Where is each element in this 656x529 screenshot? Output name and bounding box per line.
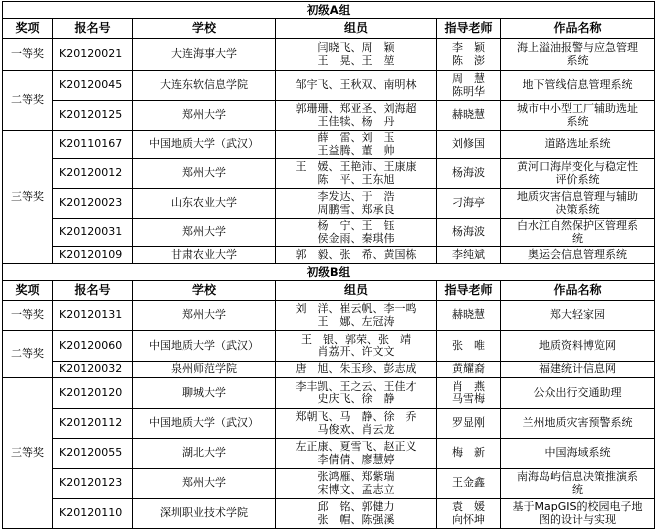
member-line: 陈 平、王东旭	[317, 172, 395, 186]
advisor-line: 陈 澎	[452, 53, 485, 67]
member-line: 王佳犊、杨 丹	[317, 114, 395, 128]
member-line: 张 帽、陈强溪	[317, 512, 395, 526]
award-level: 三等奖	[3, 131, 53, 264]
advisor-line: 赫晓慧	[452, 308, 485, 322]
table-row	[3, 362, 655, 378]
member-line: 左正康、夏雪飞、赵正义	[295, 440, 417, 453]
advisor-line: 杨海波	[452, 225, 485, 239]
advisor-line: 周 慧	[452, 72, 485, 85]
work-title	[501, 39, 655, 71]
work-title	[501, 499, 655, 529]
entry-number: K20120032	[53, 362, 133, 378]
advisor-line: 刁海亭	[452, 196, 485, 210]
work-title-line: 地下管线信息管理系统	[522, 78, 633, 92]
advisor-line: 马雪梅	[452, 392, 485, 405]
work-header: 作品名称	[501, 19, 655, 39]
advisor	[437, 439, 501, 469]
column-header-row	[3, 281, 655, 301]
member-line: 李发达、于 浩	[317, 190, 395, 203]
member-line: 王 晃、王 堃	[317, 53, 395, 67]
entry-number: K20120012	[53, 159, 133, 189]
work-title-line: 公众出行交通助理	[533, 385, 622, 399]
advisor	[437, 189, 501, 219]
advisor-header: 指导老师	[437, 19, 501, 39]
table-row	[3, 439, 655, 469]
work-title	[501, 378, 655, 409]
award-level: 二等奖	[3, 331, 53, 378]
column-header-row	[3, 19, 655, 39]
work-title-line: 系统	[566, 53, 589, 67]
award-level: 三等奖	[3, 378, 53, 529]
work-title	[501, 71, 655, 101]
work-title-line: 兰州地质灾害预警系统	[522, 416, 633, 430]
number-header: 报名号	[53, 19, 133, 39]
advisor-line: 刘修国	[452, 137, 485, 151]
table-row	[3, 301, 655, 331]
member-line: 唐 旭、朱玉珍、彭志成	[295, 362, 417, 376]
team-members	[276, 159, 437, 189]
team-members	[276, 362, 437, 378]
team-members	[276, 301, 437, 331]
team-members	[276, 219, 437, 247]
table-row	[3, 469, 655, 499]
group-title-row	[3, 2, 655, 19]
entry-number: K20120123	[53, 469, 133, 499]
member-line: 杨 宁、王 钰	[317, 219, 395, 232]
work-title-line: 评价系统	[555, 172, 600, 186]
member-line: 王 银、郭荣、张 靖	[301, 332, 411, 346]
advisor-line: 李纯斌	[452, 247, 485, 261]
advisor	[437, 159, 501, 189]
work-title-line: 中国海域系统	[544, 446, 611, 460]
school-name: 大连东软信息学院	[133, 71, 276, 101]
work-title	[501, 101, 655, 131]
work-title	[501, 331, 655, 362]
member-line: 邹宇飞、王秋双、南明林	[295, 78, 417, 92]
table-row	[3, 499, 655, 529]
work-title	[501, 131, 655, 159]
advisor-line: 肖 燕	[452, 379, 485, 393]
advisor	[437, 362, 501, 378]
award-header: 奖项	[3, 19, 53, 39]
work-title-line: 系统	[566, 114, 589, 128]
awards-table	[2, 1, 655, 529]
member-line: 王益腾、董 帅	[317, 143, 395, 157]
advisor	[437, 101, 501, 131]
work-title	[501, 409, 655, 439]
advisor-line: 赫晓慧	[452, 108, 485, 122]
group-title: 初级B组	[3, 264, 655, 281]
table-row	[3, 247, 655, 264]
table-row	[3, 101, 655, 131]
award-results-sheet	[2, 1, 654, 529]
member-line: 史庆飞、徐 静	[317, 392, 395, 405]
group-title-row	[3, 264, 655, 281]
work-title-line: 福建统计信息网	[539, 362, 617, 376]
table-row	[3, 219, 655, 247]
member-line: 周鹏雪、郑承良	[317, 202, 395, 216]
work-title-line: 郑大轻家园	[550, 308, 606, 322]
team-members	[276, 101, 437, 131]
entry-number: K20120060	[53, 331, 133, 362]
school-header: 学校	[133, 281, 276, 301]
team-members	[276, 39, 437, 71]
member-line: 郭 毅、张 希、黄国栋	[295, 247, 417, 261]
entry-number: K20120045	[53, 71, 133, 101]
advisor	[437, 331, 501, 362]
work-title	[501, 362, 655, 378]
school-header: 学校	[133, 19, 276, 39]
entry-number: K20120131	[53, 301, 133, 331]
member-line: 邱 铭、郭健力	[317, 500, 395, 513]
work-title	[501, 219, 655, 247]
member-line: 李倩倩、廖慧婷	[317, 452, 395, 466]
school-name: 郑州大学	[133, 301, 276, 331]
school-name: 湖北大学	[133, 439, 276, 469]
school-name: 郑州大学	[133, 159, 276, 189]
table-row	[3, 159, 655, 189]
work-title-line: 图的设计与实现	[539, 512, 617, 526]
school-name: 中国地质大学（武汉）	[133, 131, 276, 159]
award-header: 奖项	[3, 281, 53, 301]
team-members	[276, 131, 437, 159]
entry-number: K20120110	[53, 499, 133, 529]
work-title	[501, 247, 655, 264]
member-line: 王 媛、王艳沛、王康康	[295, 160, 417, 173]
entry-number: K20120023	[53, 189, 133, 219]
team-members	[276, 378, 437, 409]
advisor-line: 张 唯	[452, 338, 485, 352]
work-title-line: 奥运会信息管理系统	[528, 247, 628, 261]
school-name: 郑州大学	[133, 219, 276, 247]
work-title	[501, 189, 655, 219]
advisor	[437, 409, 501, 439]
advisor-line: 王金鑫	[452, 476, 485, 490]
team-members	[276, 71, 437, 101]
member-line: 王 娜、左冠涛	[317, 314, 395, 328]
entry-number: K20120125	[53, 101, 133, 131]
members-header: 组员	[276, 19, 437, 39]
work-title-line: 决策系统	[555, 202, 600, 216]
team-members	[276, 247, 437, 264]
advisor	[437, 219, 501, 247]
award-level: 一等奖	[3, 39, 53, 71]
entry-number: K20120031	[53, 219, 133, 247]
team-members	[276, 439, 437, 469]
advisor-line: 黄耀裔	[452, 362, 485, 376]
advisor	[437, 301, 501, 331]
school-name: 郑州大学	[133, 101, 276, 131]
table-row	[3, 378, 655, 409]
work-header: 作品名称	[501, 281, 655, 301]
work-title	[501, 159, 655, 189]
advisor	[437, 499, 501, 529]
advisor-line: 向怀坤	[452, 512, 485, 526]
school-name: 深圳职业技术学院	[133, 499, 276, 529]
advisor-line: 梅 新	[452, 446, 485, 460]
member-line: 马俊欢、肖云龙	[317, 422, 395, 436]
work-title-line: 南海岛屿信息决策推演系	[517, 470, 639, 483]
advisor	[437, 247, 501, 264]
work-title-line: 地质灾害信息管理与辅助	[517, 190, 639, 203]
member-line: 郑朝飞、马 静、徐 乔	[295, 410, 417, 423]
member-line: 刘 洋、崔云帆、李一鸣	[295, 302, 417, 315]
work-title	[501, 469, 655, 499]
advisor-header: 指导老师	[437, 281, 501, 301]
advisor	[437, 131, 501, 159]
entry-number: K20120021	[53, 39, 133, 71]
advisor-line: 袁 媛	[452, 500, 485, 513]
advisor-line: 李 颖	[452, 41, 485, 54]
school-name: 郑州大学	[133, 469, 276, 499]
group-title: 初级A组	[3, 2, 655, 19]
advisor	[437, 469, 501, 499]
school-name: 聊城大学	[133, 378, 276, 409]
school-name: 中国地质大学（武汉）	[133, 331, 276, 362]
member-line: 薛 雷、刘 玉	[317, 131, 395, 144]
member-line: 郭珊珊、郑亚圣、刘海超	[295, 102, 417, 115]
advisor-line: 陈明华	[452, 84, 485, 98]
table-row	[3, 189, 655, 219]
table-row	[3, 71, 655, 101]
work-title-line: 黄河口海岸变化与稳定性	[517, 160, 639, 173]
advisor-line: 罗显刚	[452, 416, 485, 430]
advisor	[437, 71, 501, 101]
team-members	[276, 189, 437, 219]
work-title-line: 基于MapGIS的校园电子地	[512, 500, 643, 513]
work-title-line: 道路选址系统	[544, 137, 611, 151]
entry-number: K20120112	[53, 409, 133, 439]
table-row	[3, 131, 655, 159]
team-members	[276, 409, 437, 439]
work-title	[501, 439, 655, 469]
entry-number: K20120055	[53, 439, 133, 469]
school-name: 泉州师范学院	[133, 362, 276, 378]
advisor	[437, 39, 501, 71]
work-title-line: 城市中小型工厂辅助选址	[517, 102, 639, 115]
member-line: 闫晓飞、周 颖	[317, 41, 395, 54]
advisor	[437, 378, 501, 409]
school-name: 甘肃农业大学	[133, 247, 276, 264]
table-row	[3, 331, 655, 362]
work-title-line: 统	[572, 482, 584, 496]
team-members	[276, 499, 437, 529]
school-name: 中国地质大学（武汉）	[133, 409, 276, 439]
entry-number: K20120120	[53, 378, 133, 409]
table-row	[3, 39, 655, 71]
award-level: 二等奖	[3, 71, 53, 131]
work-title-line: 地质资料博览网	[539, 338, 617, 352]
member-line: 李丰凯、王之云、王佳才	[295, 379, 417, 393]
work-title-line: 统	[572, 231, 584, 245]
member-line: 宋博文、孟志立	[317, 482, 395, 496]
work-title-line: 海上溢油报警与应急管理	[517, 41, 639, 54]
team-members	[276, 469, 437, 499]
work-title	[501, 301, 655, 331]
award-level: 一等奖	[3, 301, 53, 331]
number-header: 报名号	[53, 281, 133, 301]
team-members	[276, 331, 437, 362]
member-line: 张鸿雁、郑紫瑞	[317, 470, 395, 483]
table-row	[3, 409, 655, 439]
entry-number: K20120109	[53, 247, 133, 264]
entry-number: K20110167	[53, 131, 133, 159]
members-header: 组员	[276, 281, 437, 301]
member-line: 肖荔开、许文文	[317, 345, 395, 358]
school-name: 山东农业大学	[133, 189, 276, 219]
advisor-line: 杨海波	[452, 166, 485, 180]
work-title-line: 白水江自然保护区管理系	[517, 219, 639, 232]
school-name: 大连海事大学	[133, 39, 276, 71]
member-line: 侯金雨、秦琪伟	[317, 231, 395, 245]
